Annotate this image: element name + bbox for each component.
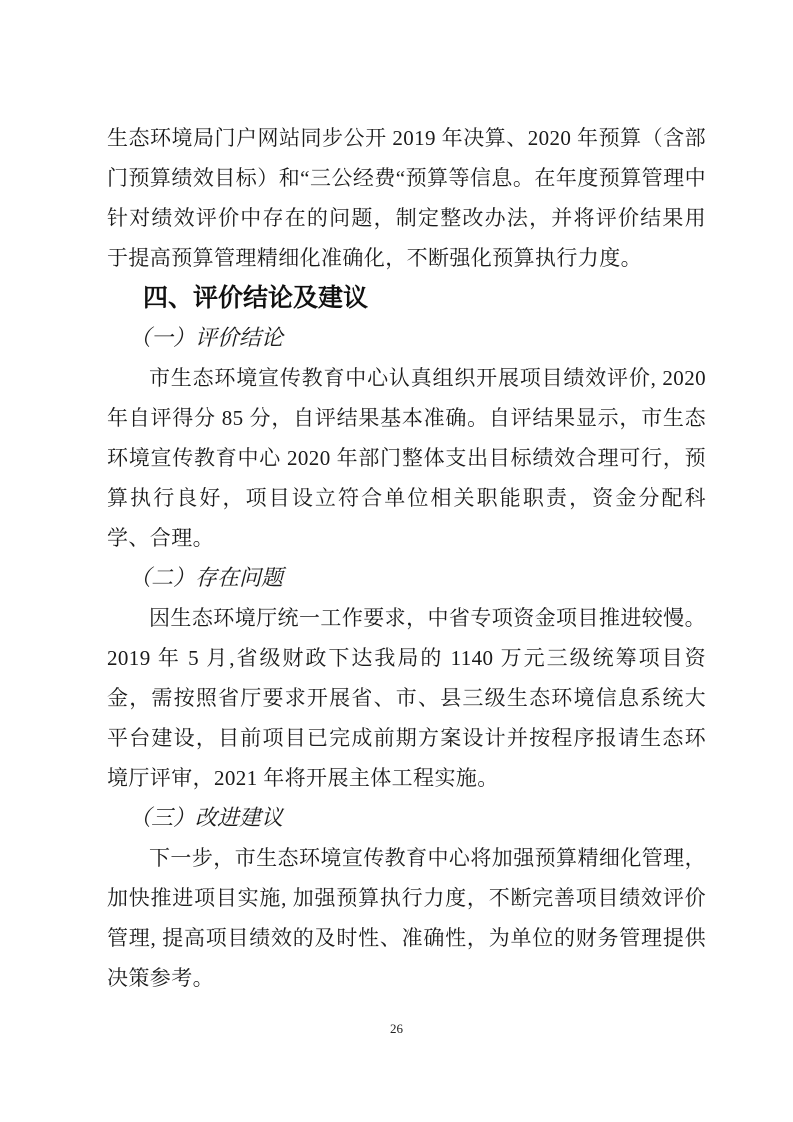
paragraph-improvement-suggestions: 下一步，市生态环境宣传教育中心将加强预算精细化管理，加快推进项目实施, 加强预算执行力度，不断完善项目绩效评价管理, 提高项目绩效的及时性、准确性，为单位的财务管理提供决策参考。	[107, 846, 706, 990]
paragraph-evaluation-conclusion: 市生态环境宣传教育中心认真组织开展项目绩效评价, 2020 年自评得分 85 分，自评结果基本准确。自评结果显示，市生态环境宣传教育中心 2020 年部门整体支出目标绩效合理可行，预算执行良好，项目设立符合单位相关职能职责，资金分配科学、合理。	[107, 366, 706, 550]
document-body	[107, 118, 706, 998]
subheading-existing-problems: （二）存在问题	[129, 565, 284, 590]
section-heading-conclusions-and-suggestions: 四、评价结论及建议	[143, 284, 369, 312]
paragraph-existing-problems: 因生态环境厅统一工作要求，中省专项资金项目推进较慢。2019 年 5 月,省级财政下达我局的 1140 万元三级统筹项目资金，需按照省厅要求开展省、市、县三级生态环境信息系统大平台建设，目前项目已完成前期方案设计并按程序报请生态环境厅评审，2021 年将开展主体工程实施。	[107, 606, 706, 790]
subheading-evaluation-conclusion: （一）评价结论	[129, 325, 284, 350]
paragraph-budget-disclosure: 生态环境局门户网站同步公开 2019 年决算、2020 年预算（含部门预算绩效目标）和“三公经费“预算等信息。在年度预算管理中针对绩效评价中存在的问题，制定整改办法，并将评价结果用于提高预算管理精细化准确化，不断强化预算执行力度。	[107, 126, 706, 270]
page-number: 26	[390, 1021, 403, 1036]
subheading-improvement-suggestions: （三）改进建议	[129, 805, 284, 830]
